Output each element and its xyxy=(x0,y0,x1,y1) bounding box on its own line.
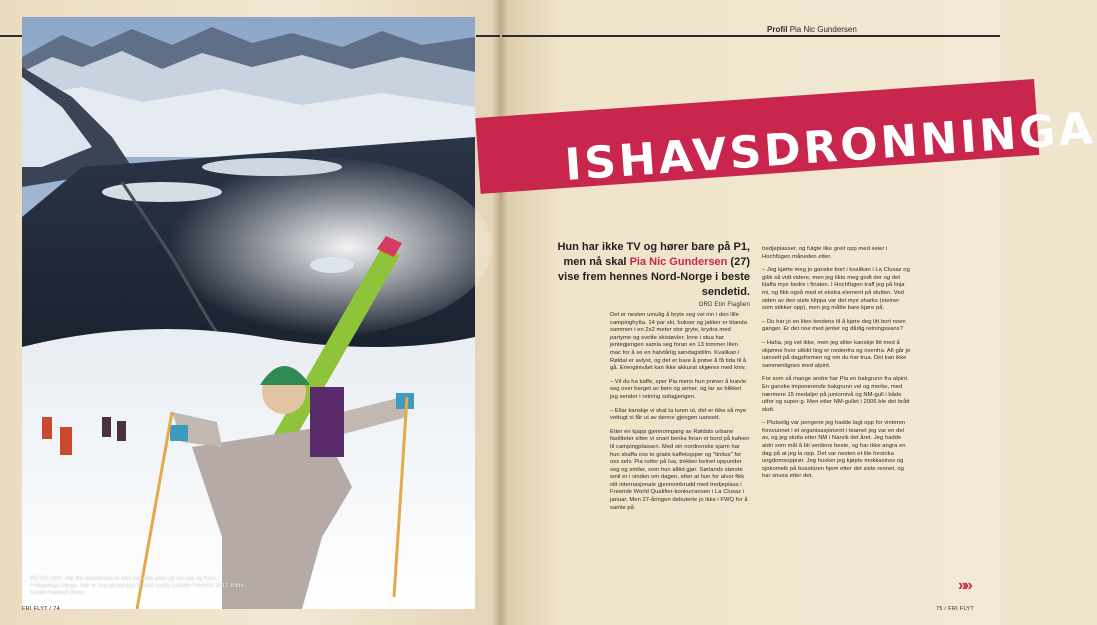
intro-text-end: (27) vise frem hennes Nord-Norge i beste sendetid. xyxy=(558,256,750,298)
footer-right: 75 / FRI FLYT xyxy=(936,606,975,612)
mountain-ski-photo xyxy=(22,17,475,609)
section-header xyxy=(767,25,857,34)
article-title: ISHAVSDRONNINGA xyxy=(563,102,1097,191)
paragraph: – Haha, jeg vet ikke, men jeg sliter kanskje litt med å skjønne hvor utkikt ting er nedenfra og ovenfra. Alt går jo uansett på dagsformen og om du har trua. Det kan ikke sammenlignes med alpint. xyxy=(762,339,911,369)
byline: ORD Etin Flaglien xyxy=(698,302,750,308)
paragraph: – Ellar kanskje vi skal ta turen ut, det er ikke så mye vettugt vi får ut av denne gjengen uansett. xyxy=(610,407,747,422)
top-rule-left-edge xyxy=(476,35,500,37)
intro-name: Pia Nic Gundersen xyxy=(629,256,728,268)
section-name: Profil xyxy=(767,25,788,34)
paragraph: Etter en kjapp gjennomgang av Røldals urbane fasiliteter sitter vi snart benka foran et bord på kafeen til campingplassen. Med sin nordnorske sjarm har hun skaffa oss to gratis kaffekopper og "tinitus" for oss selv. Pia rutter på lua, trekker beinet oppunder seg og smiler, som hun alltid gjør. Sørlands største smil er i vinden om dagen, etter at hun for alvor fikk sitt internasjonale gjennombrudd med tredjeplass i Freeride World Qualifier-konkurransen i La Clusaz i januar. Men 27-åringen debuterte jo ikke i FWQ for å samle på xyxy=(610,428,750,511)
top-rule-right xyxy=(502,35,1000,37)
footer-left: FRI FLYT / 74 xyxy=(22,606,60,612)
paragraph: For som så mange andre har Pia en bakgrunn fra alpint. En ganske imponerende bakgrunn vel og merke, med nærmere 15 medaljer på juniornivå og NM-gull i både utfor og super-g. Men etter NM-gullet i 2006 ble det brått slutt. xyxy=(762,376,910,413)
photo-caption: PÅ VEI OPP: Pia Nic Gundersen er ikke høyeste grad på vei opp og fram i Friskjørings-Norge. Her er hun på vei opp til start under Lofoten Freeride 2011. Bilde: Kristin Fosland Olsen xyxy=(30,576,246,596)
paragraph: – Jeg kjørte meg jo ganske bort i kvalikan i La Clusaz og gikk så vidt videre, men jeg likte meg godt der og det klaffa mye bedre i finalen. I Hochfügen traff jeg på linja mi, og fikk også med et ekstra element på slutten. Ved siden av den siste klippa var det mye sharks (steiner som stikker opp), men jeg måtte bare kjøre på. xyxy=(762,267,910,312)
spine-shadow xyxy=(492,0,508,625)
paragraph: tredjeplasser, og fulgte like greit opp med seier i Hochfügen måneden etter. xyxy=(762,246,888,260)
section-subject: Pia Nic Gundersen xyxy=(789,25,857,34)
paragraph: – Du har jo en liten tendens til å kjøre deg litt bort noen ganger. Er det noe med jenter og dårlig retningssans? xyxy=(762,318,906,333)
paragraph: Det er nesten umulig å bryte seg vei inn i den lille campinghytta. 14 par ski, bukser og jakker er blanda sammen i en 2x2 meter stor gryte, krydra med partyme og svette skistøvler. Inne i stua har jentegjengen samla seg foran en 13 tommer liten mac for å se en halvtårlig søndagstillm. Kvalikan i Røldal er avlyst, og det er bare å prøve å få tida til å gå. Energinivået kan ikke akkurat skjæres med kniv. xyxy=(610,312,747,372)
intro-text-start: Hun har ikke TV og hører bare på P1, men nå skal xyxy=(557,241,750,268)
continue-arrows-icon: »» xyxy=(958,577,970,594)
body-column-1 xyxy=(610,312,750,518)
paragraph: – Plutselig var pengene jeg hadde lagt opp for vinteren forsvunnet i et organisasjonsrot i teamet jeg var en del av, og jeg slutta etter NM i Narvik det året. Jeg hadde aldri som mål å bli verdens beste, og har ikke angra en dag på at jeg la opp. Det var nesten et lite forsinka ungdomsopprør. Jeg husker jeg kjøpte mokkasinss og sjokomelk på busstúren hjem etter det siste rennet, og har snusa etter det, xyxy=(762,420,906,480)
body-column-2 xyxy=(762,246,912,487)
article-intro xyxy=(550,240,750,300)
top-rule-left xyxy=(0,35,22,37)
paragraph: – Vil du ha kaffe, sper Pia mens hun prøver å krøvle seg over berget av bein og armer, og lar av blikket jeg sender i retning sofagjengen. xyxy=(610,378,747,400)
